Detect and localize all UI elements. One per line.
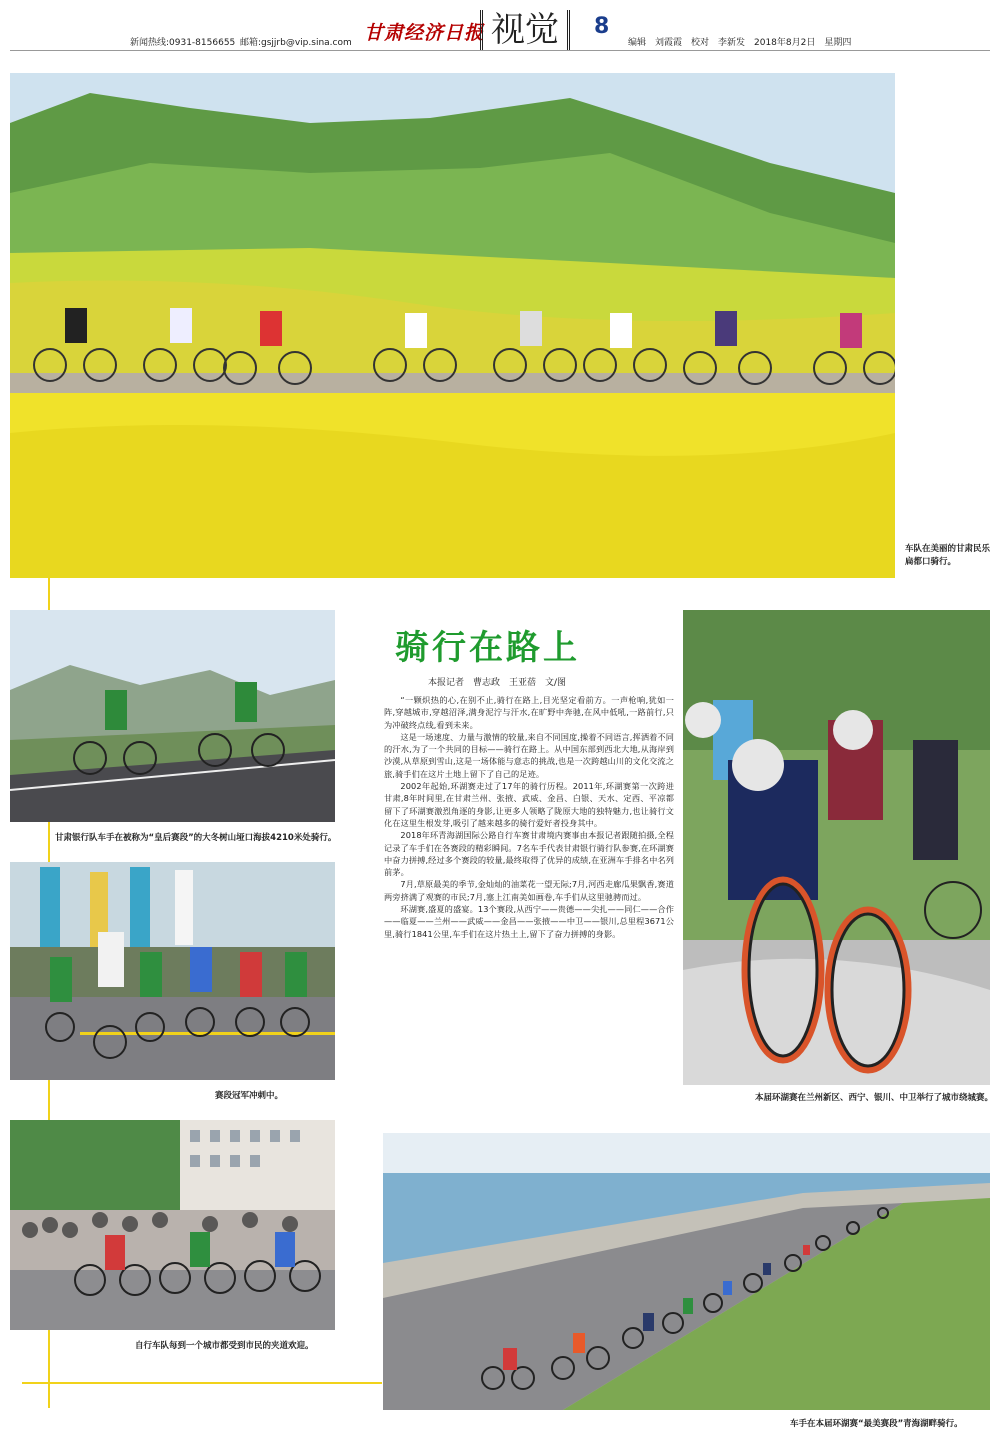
header-hotline: 新闻热线:0931-8156655 xyxy=(130,38,236,48)
photo-city-circuit xyxy=(683,610,990,1085)
header-email: 邮箱:gsjjrb@vip.sina.com xyxy=(240,38,352,48)
section-title: 视觉 xyxy=(480,10,570,50)
article-body xyxy=(384,694,674,940)
photo-stage-sprint xyxy=(10,862,335,1080)
page-number: 8 xyxy=(594,14,610,39)
caption-city-circuit: 本届环湖赛在兰州新区、西宁、银川、中卫举行了城市绕城赛。 xyxy=(755,1093,994,1103)
article-paragraph: 环湖赛,盛夏的盛宴。13个赛段,从西宁——贵德——尖扎——同仁——合作——临夏——兰州——武威——金昌——张掖——中卫——银川,总里程3671公里,骑行1841公里,车手们在这片热土上,留下了奋力拼搏的身影。 xyxy=(384,904,674,939)
photo-qinghai-lake xyxy=(383,1133,990,1410)
header-editor-date: 编辑 刘霞霞 校对 李新发 2018年8月2日 星期四 xyxy=(628,38,852,48)
article-paragraph: 2018年环青海湖国际公路自行车赛甘肃境内赛事由本报记者跟随拍摄,全程记录了车手们在各赛段的精彩瞬间。7名车手代表甘肃银行骑行队参赛,在环湖赛中奋力拼搏,经过多个赛段的较量,最终取得了优异的成绩,在亚洲车手排名中名列前茅。 xyxy=(384,830,674,878)
article-paragraph: 这是一场速度、力量与激情的较量,来自不同国度,操着不同语言,挥洒着不同的汗水,为了一个共同的目标——骑行在路上。从中国东部到西北大地,从海岸到沙漠,从草原到雪山,这是一场体能与意志的挑战,也是一次跨越山川的文化交流之旅,骑手们在这片土地上留下了自己的足迹。 xyxy=(384,731,674,779)
photo-rapeseed-peloton xyxy=(10,73,895,578)
caption-qinghai-lake: 车手在本届环湖赛“最美赛段”青海湖畔骑行。 xyxy=(790,1419,963,1429)
photo-mountain-pass xyxy=(10,610,335,822)
caption-stage-sprint: 赛段冠军冲刺中。 xyxy=(215,1091,284,1101)
caption-city-welcome: 自行车队每到一个城市都受到市民的夹道欢迎。 xyxy=(135,1341,314,1351)
yellow-accent-line-horizontal xyxy=(22,1382,382,1384)
article-paragraph: “一颗炽热的心,在别不止,骑行在路上,目光坚定看前方。一声枪响,犹如一阵,穿越城市,穿越沼泽,满身泥泞与汗水,在旷野中奔驰,在风中低吼,一路前行,只为冲破终点线,看到未来。 xyxy=(384,695,674,730)
article-paragraph: 2002年起始,环湖赛走过了17年的骑行历程。2011年,环湖赛第一次跨进甘肃,8年时间里,在甘肃兰州、张掖、武威、金昌、白银、天水、定西、平凉都留下了环湖赛激烈角逐的身影,让更多人领略了陇原大地的独特魅力,也让骑行文化在这里生根发芽,吸引了越来越多的骑行爱好者投身其中。 xyxy=(384,781,674,828)
article-title: 骑行在路上 xyxy=(395,628,580,668)
caption-rapeseed-peloton: 车队在美丽的甘肃民乐扁都口骑行。 xyxy=(905,544,991,567)
caption-mountain-pass: 甘肃银行队车手在被称为“皇后赛段”的大冬树山垭口海拔4210米处骑行。 xyxy=(55,833,337,843)
article-paragraph: 7月,草原最美的季节,金灿灿的油菜花一望无际;7月,河西走廊瓜果飘香,赛道两旁挤满了观赛的市民;7月,塞上江南美如画卷,车手们从这里驰骋而过。 xyxy=(384,879,674,902)
newspaper-logo: 甘肃经济日报 xyxy=(364,22,485,44)
photo-city-welcome xyxy=(10,1120,335,1330)
header-divider xyxy=(10,50,990,51)
article-byline: 本报记者 曹志政 王亚蓓 文/图 xyxy=(428,678,567,688)
